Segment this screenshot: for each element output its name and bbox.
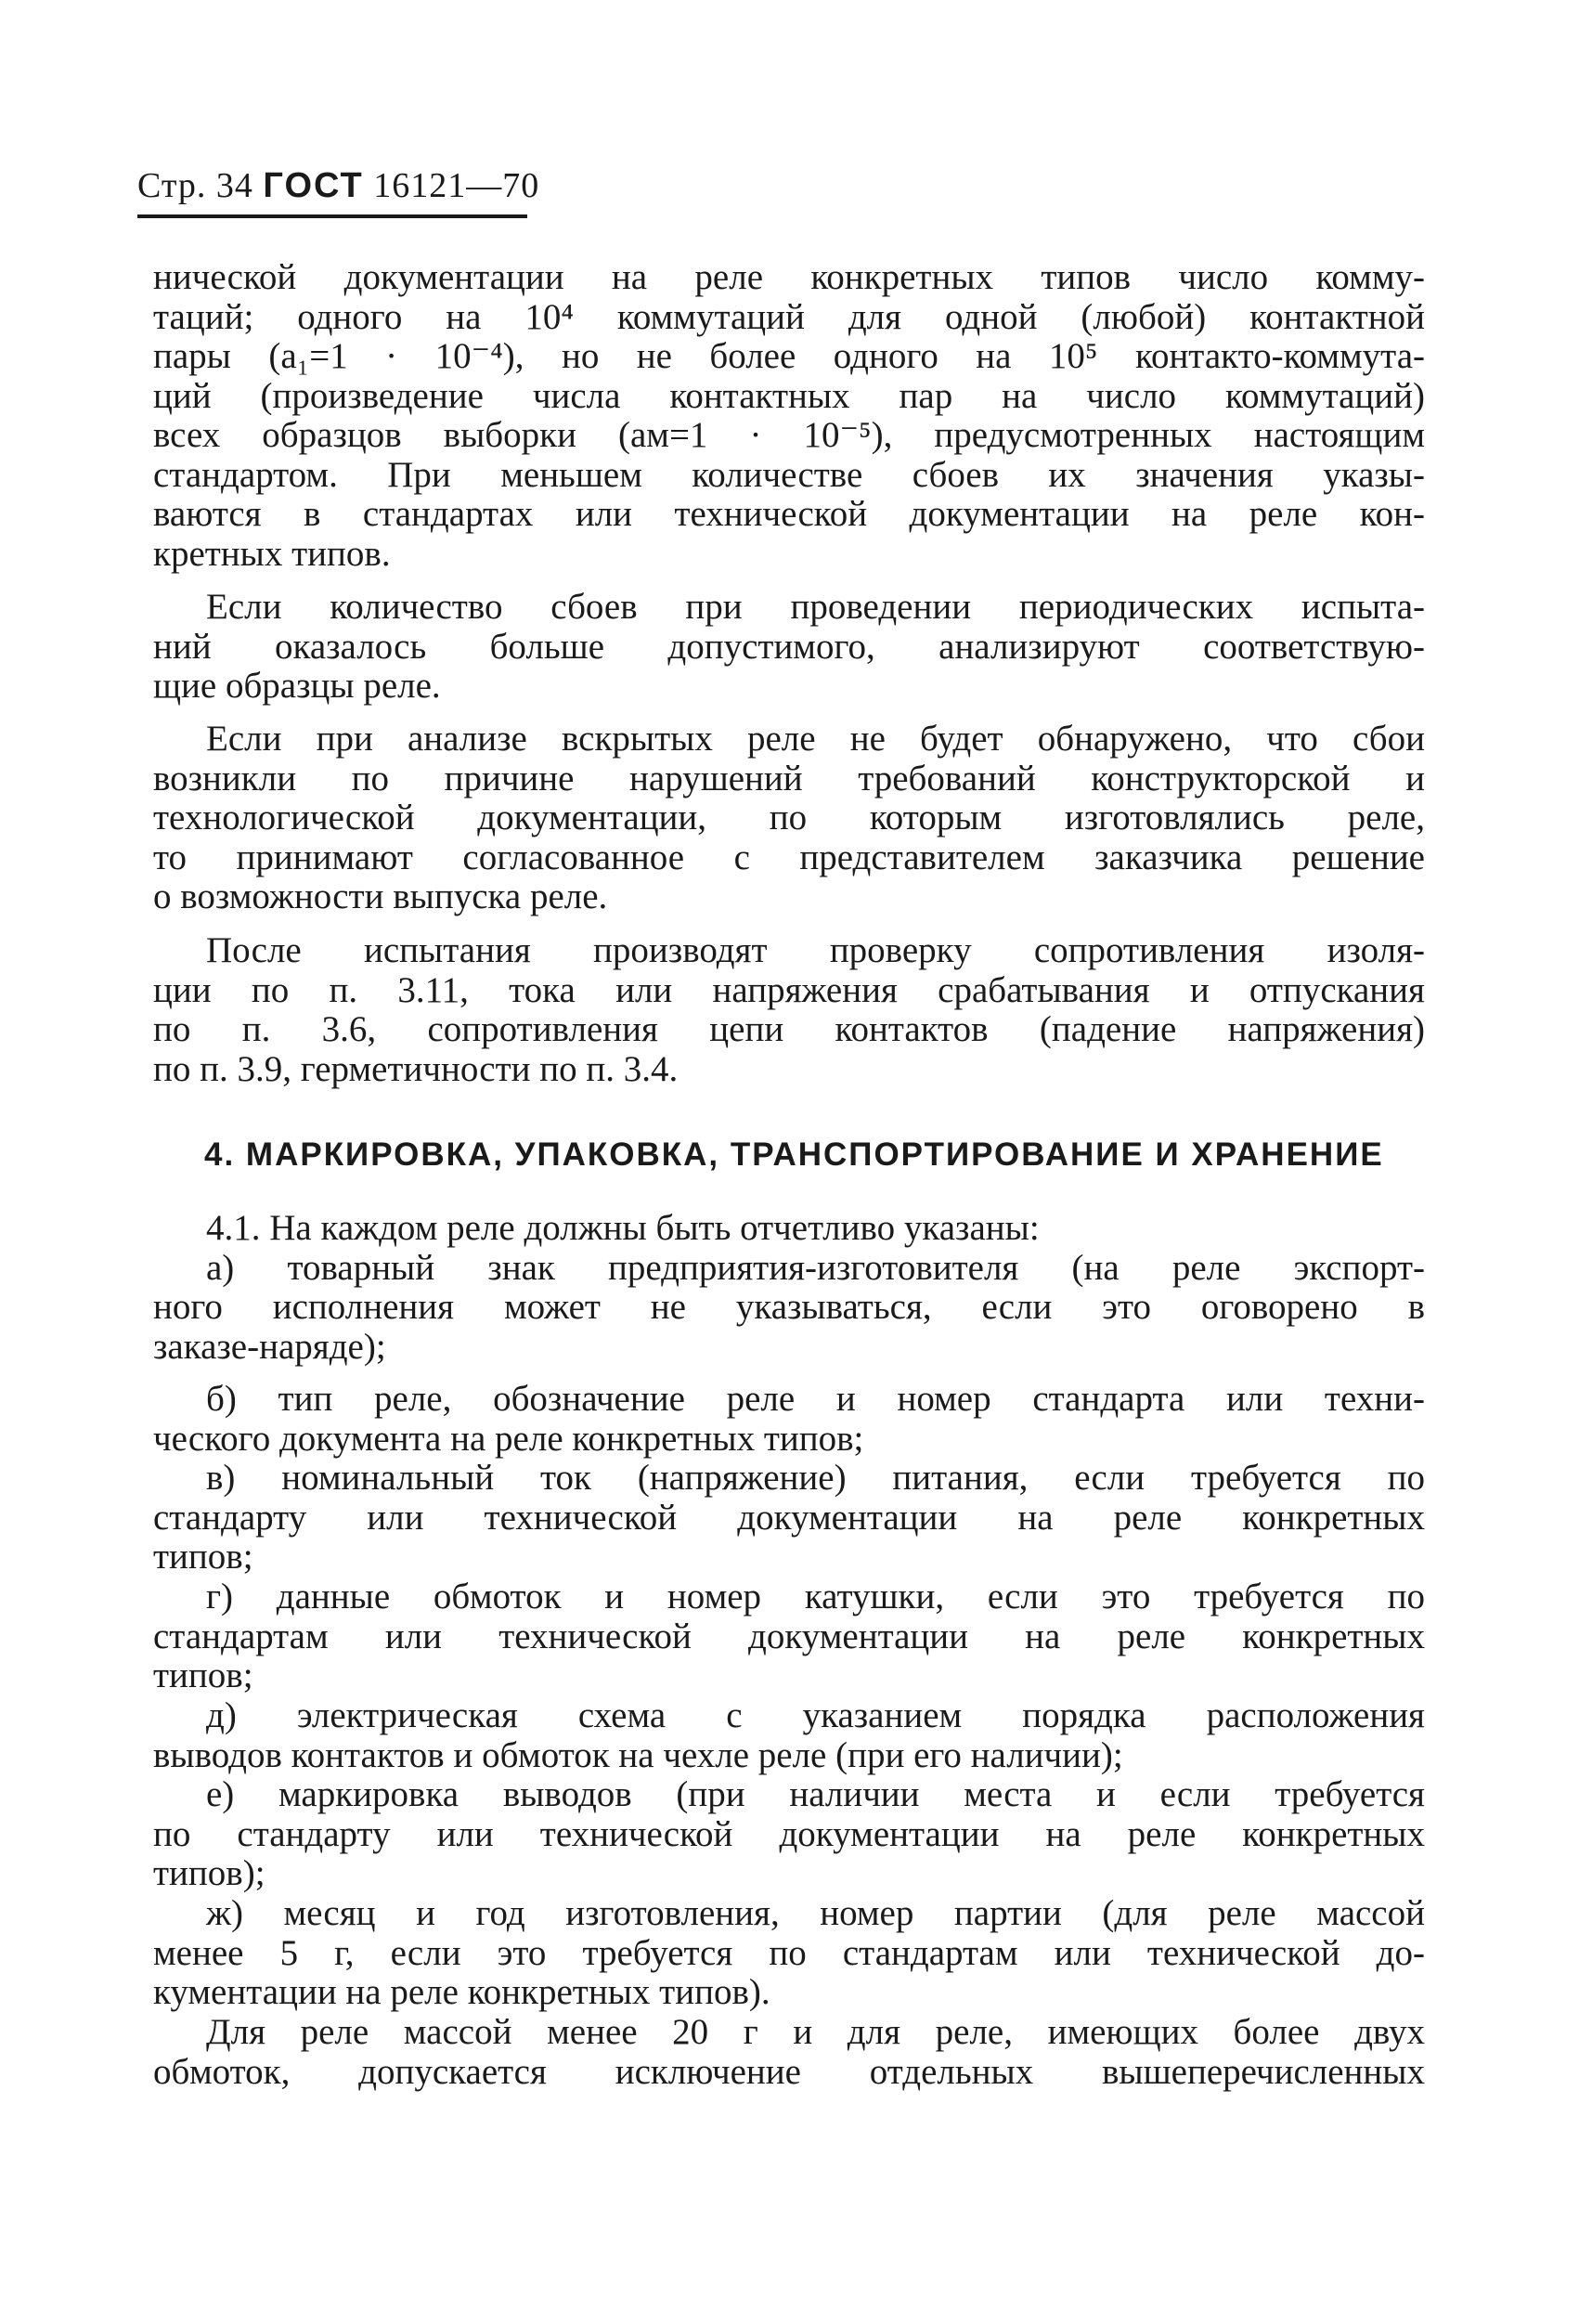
- item-e: [153, 1775, 1425, 1894]
- text-line: стандартам или технической документации на реле конкретных: [153, 1616, 1425, 1656]
- text-line: пары (a₁=1 · 10⁻⁴), но не более одного на 10⁵ контакто-коммута-: [153, 337, 1425, 376]
- text-line: ж) месяц и год изготовления, номер партии (для реле массой: [206, 1894, 1425, 1933]
- item-b: [153, 1380, 1425, 1459]
- text-line: ний оказалось больше допустимого, анализируют соответствую-: [153, 627, 1425, 667]
- text-line: по стандарту или технической документации на реле конкретных: [153, 1814, 1425, 1854]
- text-line: всех образцов выборки (aм=1 · 10⁻⁵), предусмотренных настоящим: [153, 416, 1425, 455]
- text-line: то принимают согласованное с представителем заказчика решение: [153, 837, 1425, 877]
- text-line: нической документации на реле конкретных типов число комму-: [153, 258, 1425, 297]
- text-line: а) товарный знак предприятия-изготовителя (на реле экспорт-: [206, 1248, 1425, 1288]
- text-line: кументации на реле конкретных типов).: [153, 1973, 770, 2012]
- text-line: кретных типов.: [153, 534, 391, 574]
- text-line: ваются в стандартах или технической документации на реле кон-: [153, 495, 1425, 534]
- text-line: по п. 3.6, сопротивления цепи контактов (падение напряжения): [153, 1010, 1425, 1049]
- header-rule: [137, 214, 527, 218]
- item-d: [153, 1696, 1425, 1775]
- clause-4-1: [153, 1209, 1425, 1367]
- text-line: технологической документации, по которым изготовлялись реле,: [153, 798, 1425, 837]
- paragraph-analysis: [153, 720, 1425, 917]
- text-line: по п. 3.9, герметичности по п. 3.4.: [153, 1049, 679, 1089]
- section-heading: 4. МАРКИРОВКА, УПАКОВКА, ТРАНСПОРТИРОВАНИЕ И ХРАНЕНИЕ: [204, 1136, 1384, 1173]
- text-line: таций; одного на 10⁴ коммутаций для одной (любой) контактной: [153, 297, 1425, 337]
- standard-number: 16121—70: [373, 166, 540, 205]
- item-g: [153, 1577, 1425, 1696]
- text-line: возникли по причине нарушений требований конструкторской и: [153, 759, 1425, 798]
- text-line: ции по п. 3.11, тока или напряжения срабатывания и отпускания: [153, 970, 1425, 1010]
- text-line: г) данные обмоток и номер катушки, если это требуется по: [206, 1577, 1425, 1616]
- text-line: ческого документа на реле конкретных типов;: [153, 1419, 864, 1459]
- text-line: 4.1. На каждом реле должны быть отчетливо указаны:: [206, 1209, 1040, 1248]
- text-line: ного исполнения может не указываться, если это оговорено в: [153, 1288, 1425, 1327]
- text-line: щие образцы реле.: [153, 667, 441, 706]
- item-zh: [153, 1894, 1425, 2013]
- text-line: типов;: [153, 1538, 253, 1577]
- text-line: менее 5 г, если это требуется по стандартам или технической до-: [153, 1933, 1425, 1973]
- text-line: Если количество сбоев при проведении периодических испыта-: [206, 588, 1425, 627]
- text-line: Для реле массой менее 20 г и для реле, имеющих более двух: [206, 2013, 1425, 2052]
- text-line: типов;: [153, 1656, 253, 1695]
- paragraph-light-relays: [153, 2013, 1425, 2092]
- text-line: стандартом. При меньшем количестве сбоев их значения указы-: [153, 455, 1425, 495]
- text-line: После испытания производят проверку сопротивления изоля-: [206, 931, 1425, 970]
- page-label: Стр. 34: [137, 166, 253, 205]
- paragraph-after-test: [153, 931, 1425, 1089]
- text-line: б) тип реле, обозначение реле и номер стандарта или техни-: [206, 1380, 1425, 1419]
- text-line: Если при анализе вскрытых реле не будет обнаружено, что сбои: [206, 720, 1425, 759]
- text-line: в) номинальный ток (напряжение) питания, если требуется по: [206, 1459, 1425, 1498]
- page-header: [137, 165, 539, 206]
- text-line: заказе-наряде);: [153, 1327, 386, 1367]
- text-line: обмоток, допускается исключение отдельных вышеперечисленных: [153, 2052, 1425, 2092]
- text-line: стандарту или технической документации на реле конкретных: [153, 1498, 1425, 1538]
- paragraph-failures-excess: [153, 588, 1425, 707]
- text-line: типов);: [153, 1854, 265, 1893]
- item-v: [153, 1459, 1425, 1577]
- text-line: выводов контактов и обмоток на чехле реле (при его наличии);: [153, 1735, 1123, 1775]
- text-line: е) маркировка выводов (при наличии места и если требуется: [206, 1775, 1425, 1814]
- text-line: о возможности выпуска реле.: [153, 877, 608, 916]
- paragraph-continuation: [153, 258, 1425, 574]
- text-line: ций (произведение числа контактных пар на число коммутаций): [153, 376, 1425, 416]
- text-line: д) электрическая схема с указанием порядка расположения: [206, 1696, 1425, 1735]
- standard-abbr: ГОСТ: [263, 166, 364, 205]
